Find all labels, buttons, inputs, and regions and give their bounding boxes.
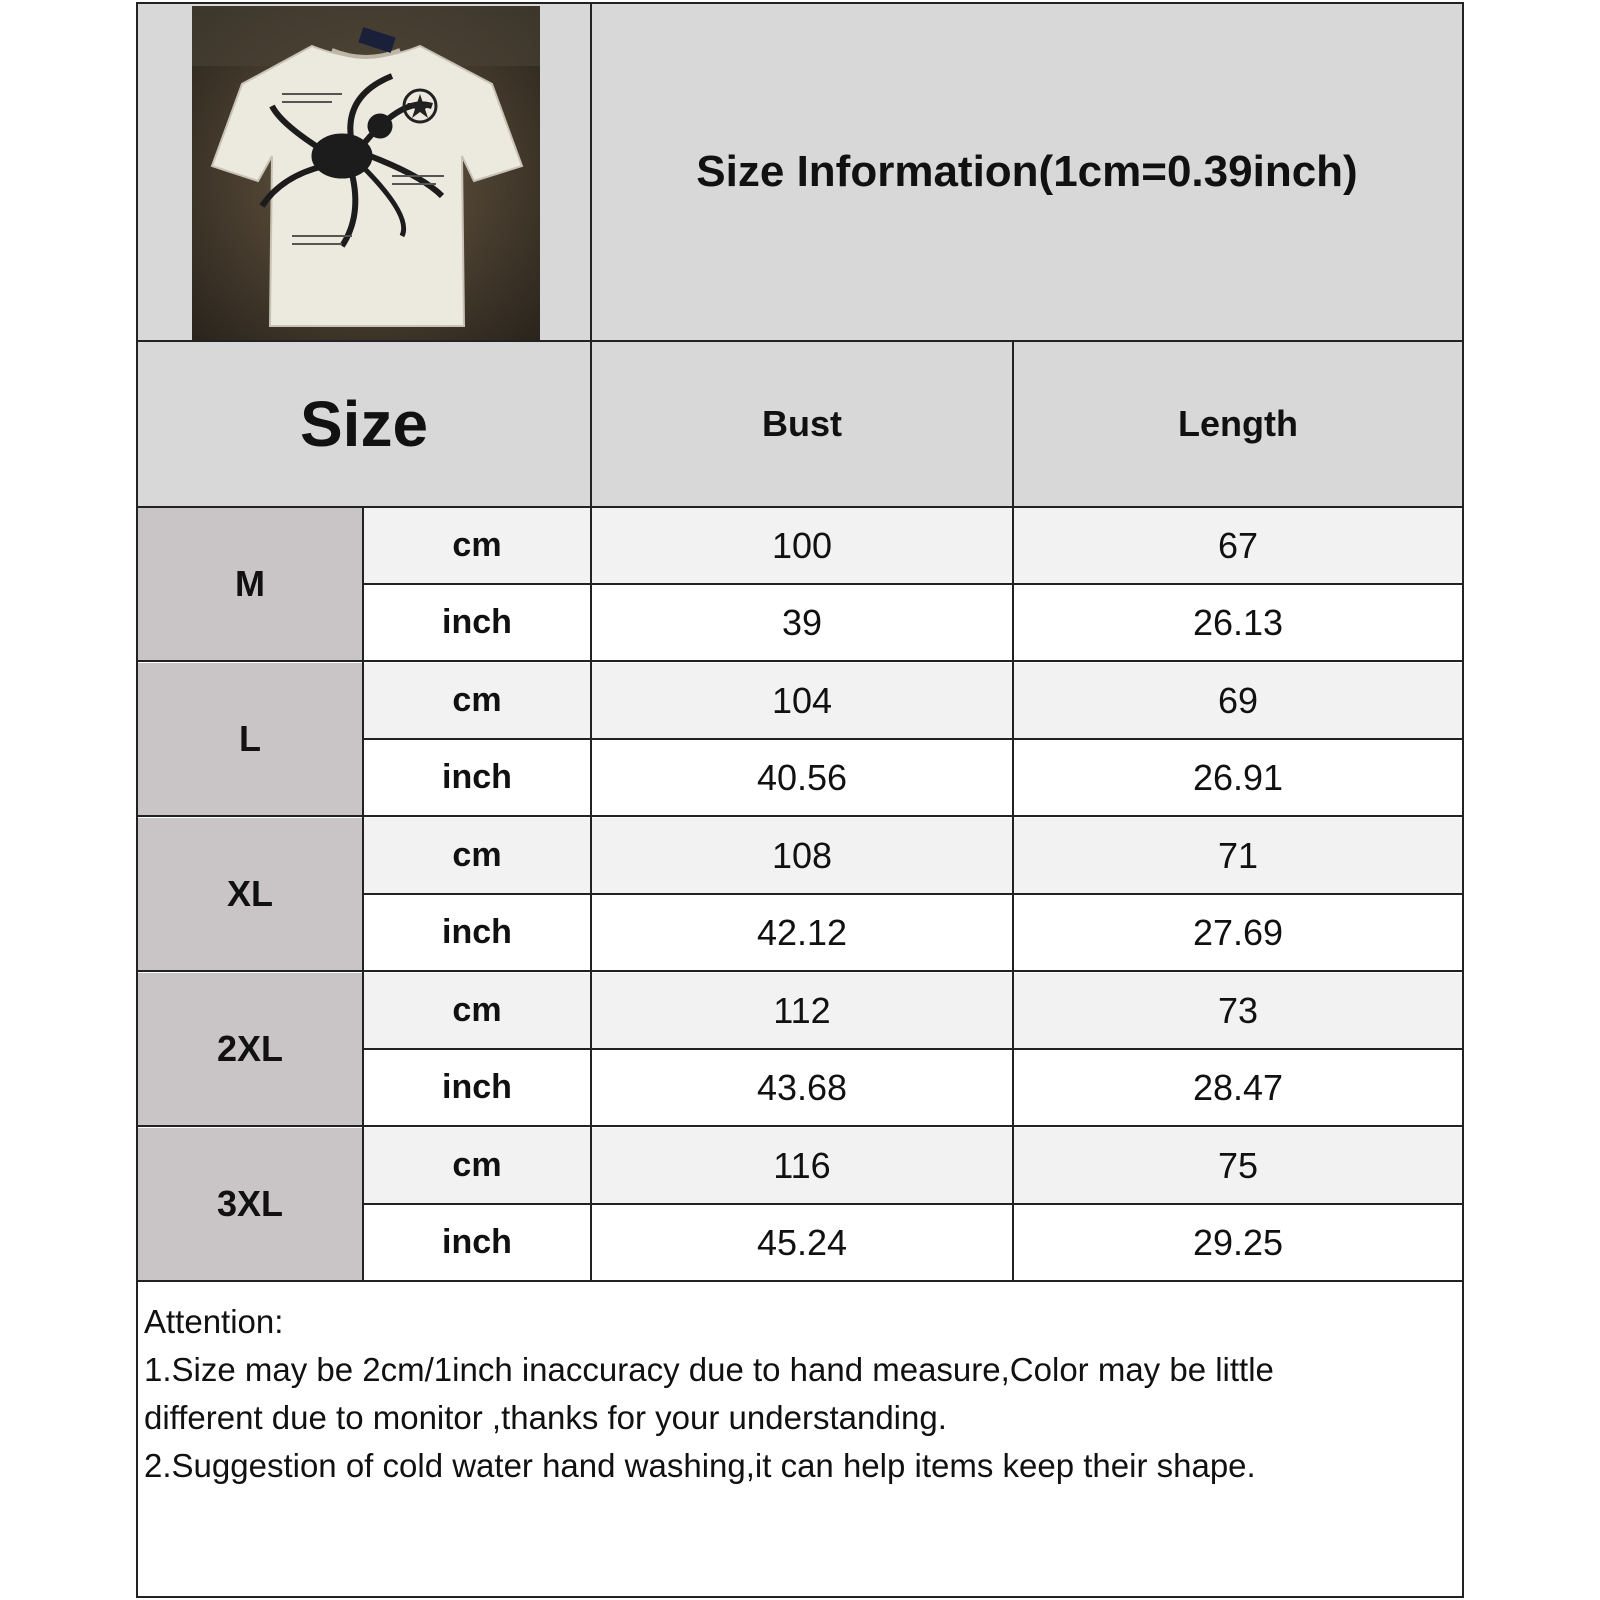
length-cell <box>1014 1050 1462 1125</box>
size-label: 3XL <box>216 1183 284 1224</box>
note-line: different due to monitor ,thanks for your understanding. <box>144 1399 947 1436</box>
group-divider <box>138 970 1462 972</box>
size-label: 2XL <box>216 1028 284 1069</box>
note-line: 2.Suggestion of cold water hand washing,it can help items keep their shape. <box>144 1447 1256 1484</box>
product-image-cell <box>138 4 590 340</box>
unit-cell <box>364 1050 590 1125</box>
length-cell <box>1014 818 1462 893</box>
size-label: M <box>235 563 265 604</box>
group-divider <box>138 1280 1462 1282</box>
size-label-cell <box>138 1128 362 1280</box>
bust-value: 100 <box>771 524 833 566</box>
length-value: 69 <box>1217 679 1259 721</box>
bust-value: 45.24 <box>756 1221 848 1263</box>
length-cell <box>1014 895 1462 970</box>
note-line: 1.Size may be 2cm/1inch inaccuracy due to hand measure,Color may be little <box>144 1351 1274 1388</box>
grid-line <box>1012 342 1014 1282</box>
bust-cell <box>592 1128 1012 1203</box>
bust-value: 42.12 <box>756 911 848 953</box>
group-divider <box>138 660 1462 662</box>
attention-notes <box>144 1298 1454 1490</box>
unit-label: inch <box>442 1223 512 1261</box>
length-value: 71 <box>1217 834 1259 876</box>
unit-label: cm <box>452 991 502 1029</box>
unit-cell <box>364 740 590 815</box>
bust-value: 116 <box>773 1144 831 1186</box>
length-header: Length <box>1178 403 1298 444</box>
unit-label: cm <box>452 836 502 874</box>
unit-cell <box>364 1128 590 1203</box>
bust-cell <box>592 508 1012 583</box>
bust-header-cell <box>592 342 1012 506</box>
length-cell <box>1014 508 1462 583</box>
grid-line <box>138 506 1462 508</box>
grid-line <box>362 508 364 1282</box>
length-cell <box>1014 1128 1462 1203</box>
bust-cell <box>592 973 1012 1048</box>
bust-header: Bust <box>762 403 842 444</box>
length-value: 27.69 <box>1192 911 1284 953</box>
size-label: XL <box>226 873 273 914</box>
unit-label: cm <box>452 526 502 564</box>
bust-cell <box>592 663 1012 738</box>
length-value: 75 <box>1217 1144 1259 1186</box>
length-value: 73 <box>1217 989 1259 1031</box>
unit-label: inch <box>442 758 512 796</box>
unit-cell <box>364 508 590 583</box>
bust-cell <box>592 740 1012 815</box>
bust-value: 112 <box>773 989 831 1031</box>
size-label-cell <box>138 818 362 970</box>
unit-label: inch <box>442 603 512 641</box>
unit-cell <box>364 663 590 738</box>
length-cell <box>1014 663 1462 738</box>
bust-cell <box>592 1050 1012 1125</box>
size-header: Size <box>299 388 429 460</box>
unit-label: inch <box>442 913 512 951</box>
bust-cell <box>592 818 1012 893</box>
length-value: 29.25 <box>1192 1221 1284 1263</box>
bust-value: 40.56 <box>756 756 848 798</box>
unit-cell <box>364 895 590 970</box>
length-cell <box>1014 585 1462 660</box>
group-divider <box>138 815 1462 817</box>
size-label-cell <box>138 663 362 815</box>
length-value: 67 <box>1217 524 1259 566</box>
grid-line <box>138 340 1462 342</box>
group-divider <box>138 1125 1462 1127</box>
unit-label: cm <box>452 681 502 719</box>
unit-cell <box>364 973 590 1048</box>
size-label-cell <box>138 508 362 660</box>
page-title: Size Information(1cm=0.39inch) <box>696 147 1358 196</box>
unit-label: cm <box>452 1146 502 1184</box>
size-header-cell <box>138 342 590 506</box>
length-value: 28.47 <box>1192 1066 1284 1108</box>
tshirt-photo <box>192 6 540 340</box>
length-cell <box>1014 1205 1462 1280</box>
size-label-cell <box>138 973 362 1125</box>
unit-cell <box>364 585 590 660</box>
size-chart-frame <box>136 2 1464 1598</box>
length-header-cell <box>1014 342 1462 506</box>
title-cell <box>592 4 1462 340</box>
length-value: 26.91 <box>1192 756 1284 798</box>
bust-cell <box>592 895 1012 970</box>
grid-line <box>590 4 592 1282</box>
unit-cell <box>364 1205 590 1280</box>
length-value: 26.13 <box>1192 601 1284 643</box>
unit-label: inch <box>442 1068 512 1106</box>
bust-value: 39 <box>781 601 823 643</box>
bust-value: 104 <box>771 679 833 721</box>
bust-cell <box>592 1205 1012 1280</box>
bust-value: 108 <box>771 834 833 876</box>
unit-cell <box>364 818 590 893</box>
length-cell <box>1014 740 1462 815</box>
length-cell <box>1014 973 1462 1048</box>
bust-cell <box>592 585 1012 660</box>
bust-value: 43.68 <box>756 1066 848 1108</box>
attention-heading: Attention: <box>144 1303 284 1340</box>
size-label: L <box>239 718 261 759</box>
